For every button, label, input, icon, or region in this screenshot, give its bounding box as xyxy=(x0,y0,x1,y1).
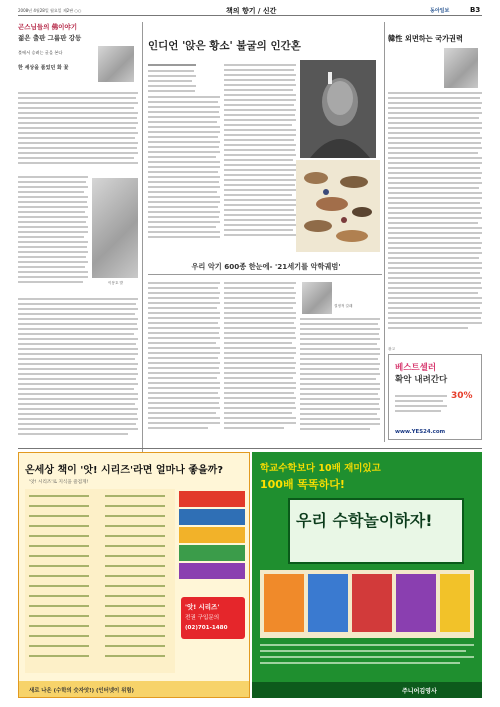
header-section: 책의 향기 / 신간 xyxy=(226,7,277,15)
bestseller-line2: 확악 내려간다 xyxy=(395,375,448,385)
sub-article-col2 xyxy=(224,282,296,442)
ad-atsiries[interactable] xyxy=(18,452,250,698)
left-kicker: 곤스님들의 佛이야기 xyxy=(18,23,77,31)
subhead-rule xyxy=(148,274,382,275)
bestseller-ad[interactable] xyxy=(388,354,482,440)
main-column-divider xyxy=(384,22,385,442)
right-body-text xyxy=(388,92,482,342)
ad-atsiries-phone: (02)701-1480 xyxy=(185,625,228,631)
ad-atsiries-book-sub: 전권 구입문의 xyxy=(185,615,220,621)
ad-atsiries-book-label: '앗! 시리즈' xyxy=(185,603,220,611)
ad-atsiries-title: 온세상 책이 '앗! 시리즈'라면 얼마나 좋을까? xyxy=(25,465,224,476)
ad-math-footer-brand: 주니어김영사 xyxy=(402,688,437,695)
left-body-text-2 xyxy=(18,176,88,296)
right-ad-label: 광고 xyxy=(388,347,395,351)
main-subhead: 우리 악기 600종 한눈에- '21세기를 악학궤범' xyxy=(191,262,341,271)
ad-math-big-text: 우리 수학놀이하자! xyxy=(296,511,433,530)
header-date: 2008년 4월28일 월요일 제2판 ○○ xyxy=(18,8,82,13)
main-illustration xyxy=(296,160,380,252)
ad-atsiries-book-grid xyxy=(25,489,175,673)
left-body-text-1 xyxy=(18,92,138,172)
ad-math[interactable] xyxy=(252,452,482,698)
sub-article-caption: 결정적 갈래 xyxy=(334,304,353,308)
ad-atsiries-book-stack xyxy=(179,491,245,591)
bestseller-percent-badge: 30% xyxy=(451,391,473,401)
right-photo xyxy=(444,48,478,88)
left-portrait-caption: 이봉호 발 xyxy=(108,281,124,285)
header-page: B3 xyxy=(470,6,481,14)
right-headline: 韓性 외면하는 국가권력 xyxy=(388,34,463,43)
ad-math-title-line1: 학교수학보다 10배 재미있고 xyxy=(260,463,381,474)
ad-math-text xyxy=(260,644,474,678)
ad-math-footer xyxy=(252,682,482,698)
left-portrait-photo xyxy=(92,178,138,278)
main-body-col1 xyxy=(148,96,220,246)
ad-math-board xyxy=(288,498,464,564)
ad-math-books xyxy=(260,570,474,638)
left-byline: 한 세상을 품었던 화 꽃 xyxy=(18,65,69,71)
header-paper: 동아일보 xyxy=(430,8,450,14)
bottom-divider xyxy=(18,448,482,449)
ad-atsiries-order-box[interactable] xyxy=(181,597,245,639)
sub-article-col1 xyxy=(148,282,220,442)
ad-atsiries-footer xyxy=(19,681,250,698)
left-photo-top xyxy=(98,46,134,82)
bestseller-text xyxy=(395,395,447,425)
main-headline: 인디언 '앉은 황소' 불굴의 인간혼 xyxy=(148,40,301,52)
left-sub: 불에서 승려는 굴을 본다 xyxy=(18,50,63,55)
left-headline: 젊은 출판 그룹판 강등 xyxy=(18,34,82,42)
ad-math-title-line2: 100배 똑똑하다! xyxy=(260,478,345,491)
left-body-text-3 xyxy=(18,298,138,448)
ad-atsiries-sub: '앗! 시리즈'로 지식을 즐겁게! xyxy=(29,480,89,485)
sub-article-photo xyxy=(302,282,332,314)
main-body-col2 xyxy=(224,64,296,246)
sub-article-col3 xyxy=(300,318,380,442)
left-column-divider xyxy=(142,22,143,452)
bestseller-site[interactable]: www.YES24.com xyxy=(395,429,446,435)
main-portrait-photo xyxy=(300,60,376,158)
bestseller-line1: 베스트셀러 xyxy=(395,363,437,373)
ad-atsiries-footer-text: 새로 나온 (수학의 숫자앗!) (인터넷이 위험) xyxy=(29,688,135,694)
header-bar xyxy=(18,6,482,16)
